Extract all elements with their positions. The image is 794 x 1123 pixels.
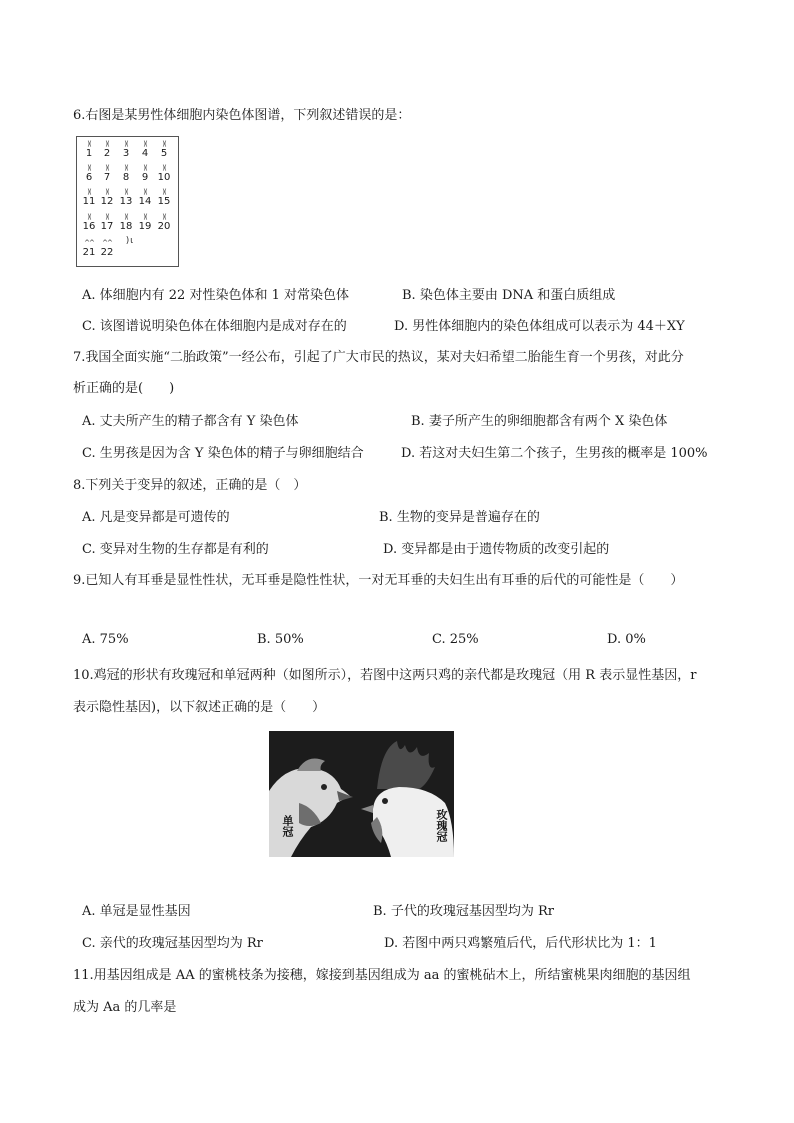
rooster-comb-photo	[269, 731, 454, 857]
q6-option-d[interactable]: D. 男性体细胞内的染色体组成可以表示为 44＋XY	[394, 319, 685, 334]
q11-stem-line1: 11.用基因组成是 AA 的蜜桃枝条为接穗，嫁接到基因组成为 aa 的蜜桃砧木上，所结蜜桃果肉细胞的基因组	[73, 968, 691, 983]
q10-stem-line2: 表示隐性基因)，以下叙述正确的是（ ）	[73, 700, 326, 715]
q6-option-c[interactable]: C. 该图谱说明染色体在体细胞内是成对存在的	[82, 319, 347, 334]
chromosome-number: 21	[82, 247, 96, 258]
q6-option-a[interactable]: A. 体细胞内有 22 对性染色体和 1 对常染色体	[82, 288, 349, 303]
chromosome-number: 17	[100, 221, 114, 232]
q7-option-b[interactable]: B. 妻子所产生的卵细胞都含有两个 X 染色体	[411, 414, 668, 429]
chromosome-number: 6	[85, 172, 93, 183]
karyotype-figure: )( 1 )( 2 )( 3 )( 4 )( 5 )( 6 )( 7 )( 8 )( 9 )( 10 )( 11 )( 12 )( 13 )( 14 )( 15 )( 16 )( 17 )( 18 )( 19 )( 20 ^^ 21 ^^ 22 ) ι	[76, 136, 179, 267]
single-comb-label: 单冠	[281, 815, 294, 837]
q7-option-c[interactable]: C. 生男孩是因为含 Y 染色体的精子与卵细胞结合	[82, 446, 364, 461]
q9-option-d[interactable]: D. 0%	[607, 632, 646, 647]
q6-option-b[interactable]: B. 染色体主要由 DNA 和蛋白质组成	[402, 288, 616, 303]
chromosome-number: 9	[141, 172, 149, 183]
chromosome-number: 20	[157, 221, 171, 232]
chromosome-number: 2	[103, 148, 111, 159]
q9-option-c[interactable]: C. 25%	[432, 632, 479, 647]
chromosome-number: 19	[138, 221, 152, 232]
rooster-illustration	[269, 731, 454, 857]
chromosome-number: 3	[122, 148, 130, 159]
chromosome-number: 12	[100, 196, 114, 207]
q10-option-c[interactable]: C. 亲代的玫瑰冠基因型均为 Rr	[82, 936, 263, 951]
q10-option-b[interactable]: B. 子代的玫瑰冠基因型均为 Rr	[373, 904, 554, 919]
q10-option-d[interactable]: D. 若图中两只鸡繁殖后代，后代形状比为 1：1	[384, 936, 657, 951]
chromosome-number: 15	[157, 196, 171, 207]
q8-option-b[interactable]: B. 生物的变异是普遍存在的	[379, 510, 540, 525]
chromosome-number: 16	[82, 221, 96, 232]
q8-option-c[interactable]: C. 变异对生物的生存都是有利的	[82, 542, 269, 557]
q11-stem-line2: 成为 Aa 的几率是	[73, 1000, 177, 1015]
q10-option-a[interactable]: A. 单冠是显性基因	[82, 904, 191, 919]
chromosome-number: 11	[82, 196, 96, 207]
chromosome-number: 18	[119, 221, 133, 232]
chromosome-number: 1	[85, 148, 93, 159]
rose-comb-label: 玫瑰冠	[435, 809, 448, 842]
chromosome-number: 8	[122, 172, 130, 183]
chromosome-number: 13	[119, 196, 133, 207]
chromosome-number: 4	[141, 148, 149, 159]
chromosome-number: 14	[138, 196, 152, 207]
q6-stem: 6.右图是某男性体细胞内染色体图谱，下列叙述错误的是：	[73, 108, 411, 123]
q7-stem-line2: 析正确的是( )	[73, 381, 175, 396]
q10-stem-line1: 10.鸡冠的形状有玫瑰冠和单冠两种（如图所示），若图中这两只鸡的亲代都是玫瑰冠（用 R 表示显性基因，r	[73, 668, 697, 683]
q7-option-a[interactable]: A. 丈夫所产生的精子都含有 Y 染色体	[82, 414, 299, 429]
q8-stem: 8.下列关于变异的叙述，正确的是（ ）	[73, 478, 307, 493]
chromosome-number: 10	[157, 172, 171, 183]
q9-option-b[interactable]: B. 50%	[257, 632, 304, 647]
q7-stem-line1: 7.我国全面实施“二胎政策”一经公布，引起了广大市民的热议，某对夫妇希望二胎能生育一个男孩，对此分	[73, 350, 684, 365]
q8-option-a[interactable]: A. 凡是变异都是可遗传的	[82, 510, 230, 525]
chromosome-number: 5	[160, 148, 168, 159]
q9-stem: 9.已知人有耳垂是显性性状，无耳垂是隐性性状，一对无耳垂的夫妇生出有耳垂的后代的可能性是（ ）	[73, 573, 684, 588]
q7-option-d[interactable]: D. 若这对夫妇生第二个孩子，生男孩的概率是 100%	[401, 446, 708, 461]
chromosome-number: 7	[103, 172, 111, 183]
q9-option-a[interactable]: A. 75%	[82, 632, 129, 647]
q8-option-d[interactable]: D. 变异都是由于遗传物质的改变引起的	[383, 542, 610, 557]
chromosome-number: 22	[100, 247, 114, 258]
